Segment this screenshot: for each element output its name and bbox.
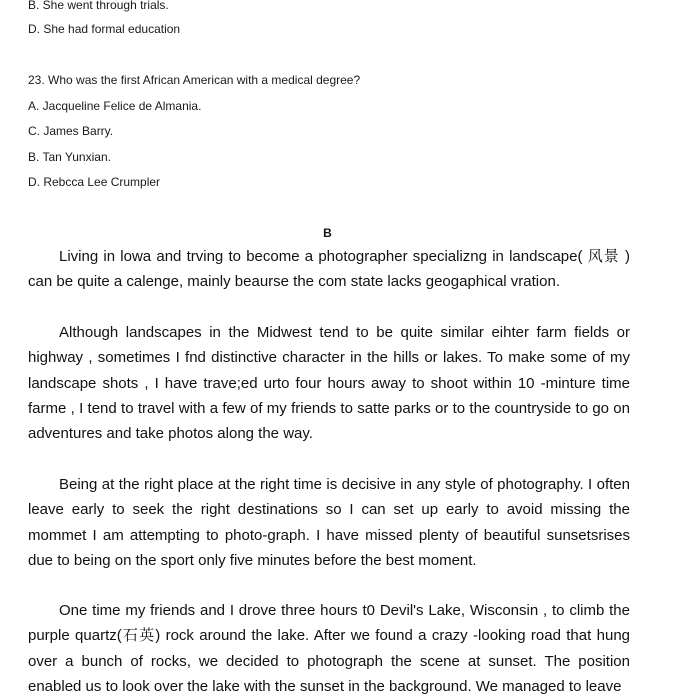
prev-option-d: D. She had formal education bbox=[28, 22, 181, 36]
passage-paragraph-1: Living in lowa and trving to become a photographer specializng in landscape( 风景 ) can be quite a calenge, mainly beaurse the com state lacks geogaphical vration. bbox=[28, 248, 630, 291]
passage-paragraph-3: Being at the right place at the right time is decisive in any style of photography. I often leave early to seek the right destinations so I can set up early to avoid missing the mommet I am attempting to photo-graph. I have missed plenty of beautiful sunsetsrises due to being on the sport only five minutes before the best moment. bbox=[28, 476, 630, 569]
question-23-option-d: D. Rebcca Lee Crumpler bbox=[28, 175, 161, 189]
section-title: B bbox=[323, 226, 332, 240]
passage-paragraph-2: Although landscapes in the Midwest tend to be quite similar eihter farm fields or highway , sometimes I fnd distinctive character in the hills or lakes. To make some of my landscape shots , I have trave;ed urto four hours away to shoot within 10 -minture time farme , I tend to travel with a few of my friends to satte parks or to the countryside to go on adventures and take photos along the way. bbox=[28, 324, 630, 443]
question-23-stem: 23. Who was the first African American with a medical degree? bbox=[28, 73, 361, 87]
passage-paragraph-4: One time my friends and I drove three hours t0 Devil's Lake, Wisconsin , to climb the purple quartz(石英) rock around the lake. After we found a crazy -looking road that hung over a bunch of rocks, we decided to photograph the scene at sunset. The position enabled us to look over the lake with the sunset in the background. We managed to leave bbox=[28, 602, 630, 695]
prev-option-b: B. She went through trials. bbox=[28, 0, 169, 12]
question-23-option-a: A. Jacqueline Felice de Almania. bbox=[28, 99, 202, 113]
question-23-option-c: C. James Barry. bbox=[28, 124, 114, 138]
question-23-option-b: B. Tan Yunxian. bbox=[28, 150, 111, 164]
